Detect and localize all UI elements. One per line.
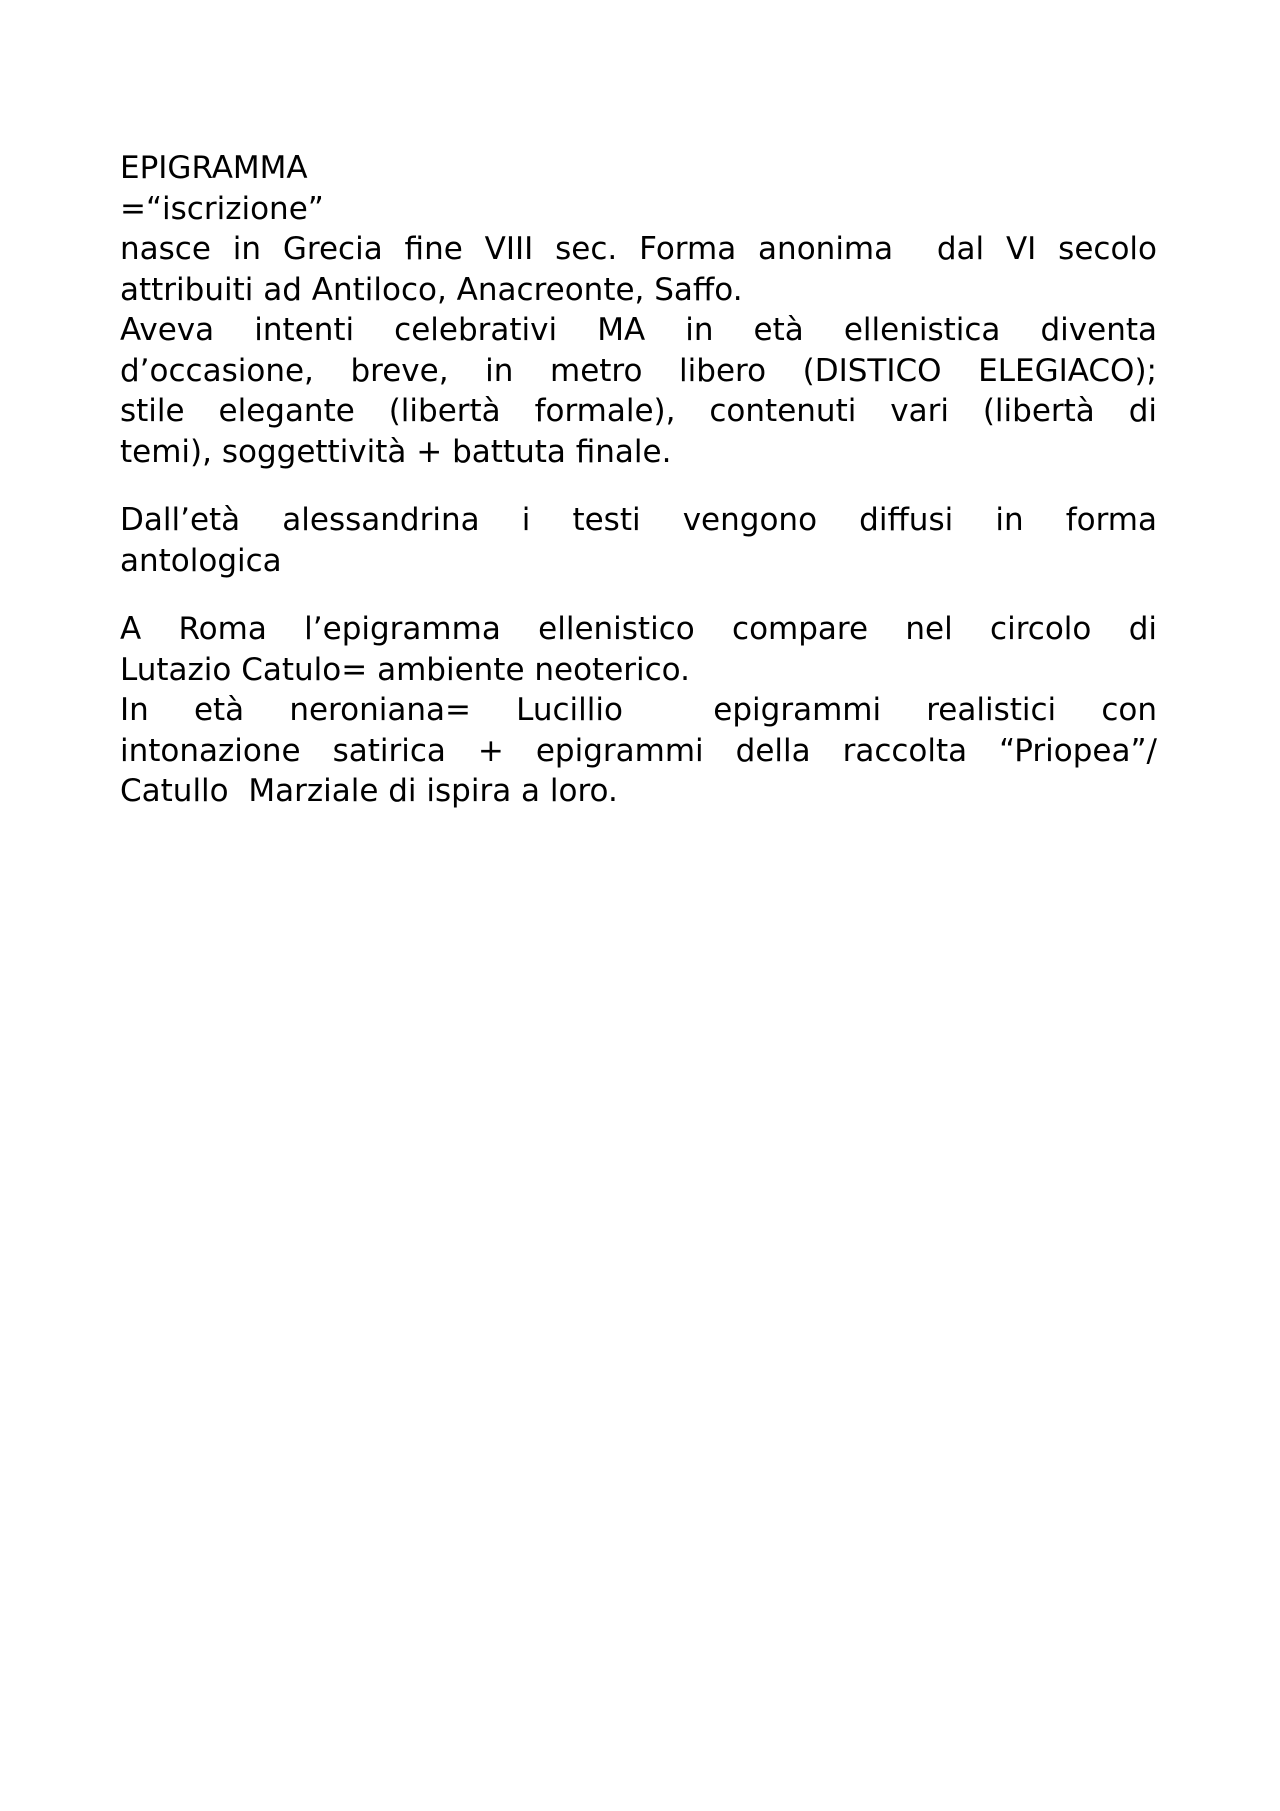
text-line: antologica — [120, 542, 282, 579]
text-line: intonazione satirica + epigrammi della raccolta “Priopea”/ — [120, 732, 1157, 769]
text-line: attribuiti ad Antiloco, Anacreonte, Saffo. — [120, 271, 743, 308]
text-line: Aveva intenti celebrativi MA in età ellenistica diventa — [120, 312, 1157, 348]
paragraph-rome — [120, 609, 1157, 690]
text-line: Lutazio Catulo= ambiente neoterico. — [120, 651, 690, 688]
text-line: Dall’età alessandrina i testi vengono diffusi in forma — [120, 502, 1157, 538]
text-line: In età neroniana= Lucillio epigrammi realistici con — [120, 692, 1157, 728]
paragraph-characteristics — [120, 310, 1157, 472]
text-line: d’occasione, breve, in metro libero (DISTICO ELEGIACO); — [120, 352, 1157, 389]
text-line: A Roma l’epigramma ellenistico compare nel circolo di — [120, 611, 1157, 647]
document-body — [120, 148, 1157, 812]
paragraph-spacer — [120, 581, 1157, 609]
text-line: Catullo Marziale di ispira a loro. — [120, 773, 618, 809]
text-line: temi), soggettività + battuta finale. — [120, 433, 672, 470]
paragraph-alexandrian — [120, 500, 1157, 581]
text-line: nasce in Grecia fine VIII sec. Forma anonima dal VI secolo — [120, 231, 1157, 267]
document-title: EPIGRAMMA — [120, 150, 308, 186]
paragraph-spacer — [120, 472, 1157, 500]
paragraph-origins — [120, 229, 1157, 310]
text-line: stile elegante (libertà formale), contenuti vari (libertà di — [120, 393, 1157, 429]
document-subtitle: =“iscrizione” — [120, 190, 324, 227]
paragraph-neronian — [120, 690, 1157, 812]
